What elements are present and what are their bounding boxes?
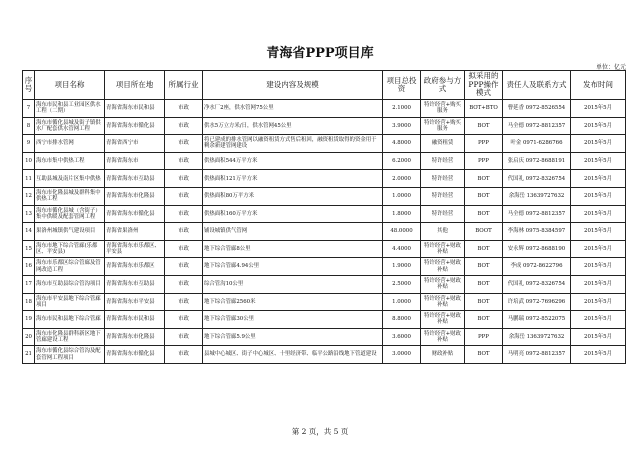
industry-cell: 市政 [165,135,203,153]
header-investment: 项目总投资 [383,71,421,100]
construction-content-cell: 供热面积544万平方米 [203,152,383,170]
ppp-mode-cell: BOT [465,346,503,364]
contact-cell: 安永辉 0972-8688190 [503,240,571,258]
contact-cell: 代国礼 0972-8326754 [503,275,571,293]
project-name-cell: 海东市循化县综合管沟及配套管网工程项目 [35,346,105,364]
table-header-row [23,71,626,100]
project-location-cell: 青海省海东市化隆县 [105,328,165,346]
header-mode: 拟采用的PPP操作模式 [465,71,503,100]
contact-cell: 余海岳 13639727632 [503,187,571,205]
industry-cell: 市政 [165,187,203,205]
row-number-cell: 15 [23,240,35,258]
table-row [23,275,626,293]
document-title: 青海省PPP项目库 [266,46,374,61]
release-date-cell: 2015年5月 [571,100,626,118]
header-name: 项目名称 [35,71,105,100]
total-investment-cell: 2.0000 [383,170,421,188]
project-name-cell: 海东市民和县地下综合管廊 [35,311,105,329]
row-number-cell: 14 [23,223,35,241]
contact-cell: 马明亮 0972-8812357 [503,346,571,364]
project-name-cell: 海东市民和县工业园区供水工程（二期） [35,100,105,118]
row-number-cell: 8 [23,117,35,135]
ppp-mode-cell: BOT [465,311,503,329]
industry-cell: 市政 [165,152,203,170]
gov-role-cell: 特许经营+财政补贴 [421,258,465,276]
contact-cell: 余海岳 13639727632 [503,328,571,346]
total-investment-cell: 4.4000 [383,240,421,258]
release-date-cell: 2015年5月 [571,311,626,329]
ppp-mode-cell: PPP [465,328,503,346]
construction-content-cell: 地下综合管廊8公里 [203,240,383,258]
ppp-mode-cell: BOT [465,170,503,188]
project-name-cell: 海东市化隆县城及群科集中供热工程 [35,187,105,205]
row-number-cell: 16 [23,258,35,276]
ppp-mode-cell: BOT [465,293,503,311]
gov-role-cell: 特许经营 [421,205,465,223]
row-number-cell: 13 [23,205,35,223]
project-location-cell: 青海省海东市乐都区 [105,258,165,276]
project-name-cell: 果洛州城镇供气建设项目 [35,223,105,241]
construction-content-cell: 地下综合管廊4.94公里 [203,258,383,276]
table-row [23,135,626,153]
table-row [23,346,626,364]
total-investment-cell: 6.2000 [383,152,421,170]
header-content: 建设内容及规模 [203,71,383,100]
release-date-cell: 2015年5月 [571,170,626,188]
ppp-project-table [22,70,626,364]
total-investment-cell: 1.0000 [383,293,421,311]
row-number-cell: 11 [23,170,35,188]
project-location-cell: 青海省海东市互助县 [105,275,165,293]
construction-content-cell: 铺设城镇供气管网 [203,223,383,241]
industry-cell: 市政 [165,170,203,188]
ppp-mode-cell: BOT [465,205,503,223]
project-name-cell: 海东市地下综合管廊(乐都区、平安县) [35,240,105,258]
row-number-cell: 9 [23,135,35,153]
total-investment-cell: 3.6000 [383,328,421,346]
project-location-cell: 青海省海东市化隆县 [105,187,165,205]
contact-cell: 马全德 0972-8812357 [503,117,571,135]
contact-cell: 张启庆 0972-8688191 [503,152,571,170]
ppp-mode-cell: BOT [465,240,503,258]
project-location-cell: 青海省西宁市 [105,135,165,153]
project-name-cell: 海东市化隆县群科新区地下管廊建设工程 [35,328,105,346]
project-location-cell: 青海省海东市 [105,152,165,170]
table-row [23,240,626,258]
release-date-cell: 2015年5月 [571,328,626,346]
table-row [23,117,626,135]
release-date-cell: 2015年5月 [571,275,626,293]
ppp-mode-cell: BOT [465,258,503,276]
contact-cell: 马鹏瑞 0972-8522075 [503,311,571,329]
page-footer: 第 2 页，共 5 页 [291,427,349,436]
construction-content-cell: 供热面积121万平方米 [203,170,383,188]
contact-cell: 李成 0972-8622796 [503,258,571,276]
release-date-cell: 2015年5月 [571,135,626,153]
contact-cell: 叶金 0971-6286766 [503,135,571,153]
gov-role-cell: 特许经营 [421,170,465,188]
industry-cell: 市政 [165,100,203,118]
release-date-cell: 2015年5月 [571,152,626,170]
row-number-cell: 20 [23,328,35,346]
contact-cell: 李海林 0975-8384597 [503,223,571,241]
total-investment-cell: 8.8000 [383,311,421,329]
row-number-cell: 18 [23,293,35,311]
construction-content-cell: 供水5万立方米/日，供水管网45公里 [203,117,383,135]
release-date-cell: 2015年5月 [571,117,626,135]
industry-cell: 市政 [165,328,203,346]
gov-role-cell: 特许经营 [421,187,465,205]
row-number-cell: 10 [23,152,35,170]
total-investment-cell: 2.1000 [383,100,421,118]
project-name-cell: 西宁市排水管网 [35,135,105,153]
unit-label: 单位：亿元 [595,64,626,71]
total-investment-cell: 3.0000 [383,346,421,364]
header-industry: 所属行业 [165,71,203,100]
table-row [23,100,626,118]
ppp-mode-cell: BOT [465,275,503,293]
industry-cell: 市政 [165,346,203,364]
project-name-cell: 海东市循化县城（含街子）集中供暖及配套管网工程 [35,205,105,223]
construction-content-cell: 县城中心城区、街子中心城区、十里经济带、临平公路沿线地下管道建设 [203,346,383,364]
table-row [23,205,626,223]
gov-role-cell: 特许经营+财政补贴 [421,328,465,346]
total-investment-cell: 2.5000 [383,275,421,293]
project-location-cell: 青海省果洛州 [105,223,165,241]
project-location-cell: 青海省海东市乐都区、平安县 [105,240,165,258]
industry-cell: 市政 [165,117,203,135]
gov-role-cell: 特许经营+财政补贴 [421,240,465,258]
construction-content-cell: 地下综合管廊2560米 [203,293,383,311]
project-name-cell: 海东市平安县地下综合管廊项目 [35,293,105,311]
row-number-cell: 12 [23,187,35,205]
table-row [23,258,626,276]
release-date-cell: 2015年5月 [571,240,626,258]
project-location-cell: 青海省海东市循化县 [105,205,165,223]
construction-content-cell: 地下综合管廊30公里 [203,311,383,329]
industry-cell: 市政 [165,275,203,293]
project-location-cell: 青海省海东市民和县 [105,311,165,329]
total-investment-cell: 3.9000 [383,117,421,135]
ppp-mode-cell: BOOT [465,223,503,241]
row-number-cell: 17 [23,275,35,293]
ppp-mode-cell: PPP [465,152,503,170]
gov-role-cell: 特许经营 [421,152,465,170]
total-investment-cell: 48.0000 [383,223,421,241]
project-name-cell: 海东市循化县城及街子镇供水厂配套供水管网工程 [35,117,105,135]
total-investment-cell: 1.9000 [383,258,421,276]
gov-role-cell: 其他 [421,223,465,241]
header-contact: 责任人及联系方式 [503,71,571,100]
ppp-mode-cell: BOT+BTO [465,100,503,118]
release-date-cell: 2015年5月 [571,293,626,311]
gov-role-cell: 特许经营+购买服务 [421,100,465,118]
industry-cell: 市政 [165,293,203,311]
project-name-cell: 海东市集中供热工程 [35,152,105,170]
gov-role-cell: 特许经营+财政补贴 [421,275,465,293]
gov-role-cell: 财政补贴 [421,346,465,364]
construction-content-cell: 供热面积80万平方米 [203,187,383,205]
header-no: 序号 [23,71,35,100]
gov-role-cell: 特许经营+购买服务 [421,117,465,135]
header-gov-role: 政府参与方式 [421,71,465,100]
table-row [23,187,626,205]
gov-role-cell: 特许经营+财政补贴 [421,311,465,329]
table-row [23,311,626,329]
header-date: 发布时间 [571,71,626,100]
release-date-cell: 2015年5月 [571,205,626,223]
construction-content-cell: 将已建成的排水管网以融资租赁方式售后租回，融资租赁取得的资金用于剩余新建管网建设 [203,135,383,153]
table-row [23,152,626,170]
release-date-cell: 2015年5月 [571,223,626,241]
project-location-cell: 青海省海东市民和县 [105,100,165,118]
header-location: 项目所在地 [105,71,165,100]
industry-cell: 市政 [165,258,203,276]
row-number-cell: 7 [23,100,35,118]
construction-content-cell: 净水厂2座，供水管网75公里 [203,100,383,118]
ppp-mode-cell: BOT [465,117,503,135]
total-investment-cell: 1.8000 [383,205,421,223]
release-date-cell: 2015年5月 [571,346,626,364]
construction-content-cell: 供热面积160万平方米 [203,205,383,223]
contact-cell: 许培武 0972-7696296 [503,293,571,311]
project-name-cell: 海东市互助县综合管沟项目 [35,275,105,293]
table-row [23,293,626,311]
project-location-cell: 青海省海东市互助县 [105,170,165,188]
project-location-cell: 青海省海东市平安县 [105,293,165,311]
table-row [23,170,626,188]
project-location-cell: 青海省海东市循化县 [105,117,165,135]
industry-cell: 市政 [165,223,203,241]
gov-role-cell: 特许经营+财政补贴 [421,293,465,311]
ppp-mode-cell: BOT [465,187,503,205]
contact-cell: 马全德 0972-8812357 [503,205,571,223]
ppp-mode-cell: PPP [465,135,503,153]
industry-cell: 市政 [165,240,203,258]
contact-cell: 代国礼 0972-8326754 [503,170,571,188]
industry-cell: 市政 [165,205,203,223]
project-name-cell: 海东市乐都区综合管廊及管网改造工程 [35,258,105,276]
table-row [23,223,626,241]
project-name-cell: 互助县城及南片区集中供热 [35,170,105,188]
release-date-cell: 2015年5月 [571,187,626,205]
table-row [23,328,626,346]
total-investment-cell: 4.8000 [383,135,421,153]
project-location-cell: 青海省海东市循化县 [105,346,165,364]
contact-cell: 曹延香 0972-8526554 [503,100,571,118]
construction-content-cell: 地下综合管廊5.9公里 [203,328,383,346]
release-date-cell: 2015年5月 [571,258,626,276]
gov-role-cell: 融资租赁 [421,135,465,153]
construction-content-cell: 综合管沟10公里 [203,275,383,293]
row-number-cell: 19 [23,311,35,329]
row-number-cell: 21 [23,346,35,364]
industry-cell: 市政 [165,311,203,329]
total-investment-cell: 1.0000 [383,187,421,205]
